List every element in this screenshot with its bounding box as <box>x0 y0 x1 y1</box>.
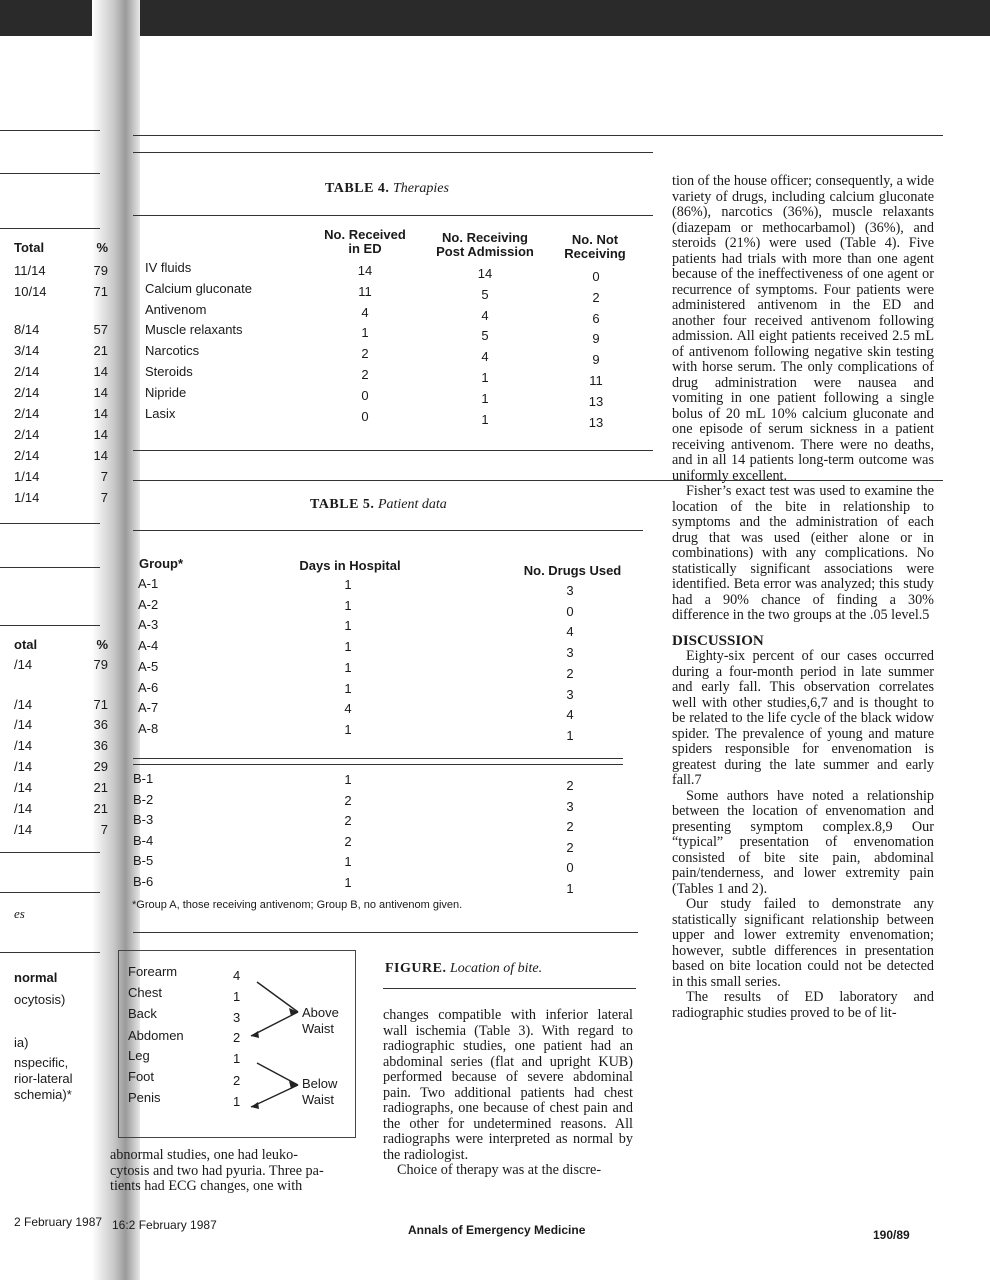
table4-header-not: No. Not Receiving <box>564 232 626 261</box>
figure-site-name: Abdomen <box>128 1028 184 1043</box>
table4-therapy-name: Antivenom <box>145 301 207 317</box>
left-table1-cell: 11/14 <box>14 263 46 278</box>
table4-cell-not: 2 <box>592 289 600 305</box>
table4-header-rule <box>133 215 653 216</box>
table4-therapy-name: Narcotics <box>145 343 200 359</box>
figure-site-name: Foot <box>128 1069 155 1084</box>
left-table1-cell: 2/14 <box>14 385 40 400</box>
table4-cell-ed: 4 <box>361 304 369 320</box>
left-rule-6 <box>0 625 100 626</box>
figure-site-count: 1 <box>233 1094 241 1109</box>
table5-group-id: B-6 <box>133 874 154 889</box>
left-table1-cell: 2/14 <box>14 364 40 379</box>
left-table2-cell: /14 <box>14 697 33 712</box>
right-column <box>672 174 934 1021</box>
figure-site-count: 2 <box>233 1030 241 1045</box>
table5-cell-days: 4 <box>344 701 352 717</box>
figure-site-count: 3 <box>233 1010 241 1025</box>
left-rule-9 <box>0 952 100 953</box>
figure-site-count: 4 <box>233 968 241 983</box>
left-table1-cell: 14 <box>93 427 108 442</box>
left-table1-cell: 7 <box>100 469 108 484</box>
table4-cell-ed: 14 <box>357 263 373 278</box>
table5-cell-drugs: 0 <box>566 603 574 619</box>
table4-cell-post: 5 <box>481 286 489 302</box>
left-rule-5 <box>0 567 100 568</box>
left-table2-cell: 36 <box>93 738 108 753</box>
left-table1-cell: 8/14 <box>14 322 40 337</box>
table5-cell-days: 1 <box>344 577 352 592</box>
table5-group-id: A-2 <box>138 596 159 612</box>
left-table1-cell: 14 <box>93 448 108 463</box>
table4-header-post: No. Receiving Post Admission <box>436 230 534 259</box>
table5-cell-days: 1 <box>344 772 352 787</box>
table5-caption <box>310 497 447 513</box>
table5-title: Patient data <box>377 497 447 512</box>
table5-group-id: B-2 <box>133 791 154 807</box>
left-fragment-line: ia) <box>14 1035 29 1050</box>
right-paragraph-3: Eighty-six percent of our cases occurred during a four-month period in late summer and early fall. This observation correlates well with other studies,6,7 and is thought to be related to the life cycle of the black widow spider. The prevalence of young and mature spiders responsible for envenomation is greatest during the late summer and early fall.7 <box>672 648 934 788</box>
figure-site-count: 1 <box>233 1051 241 1066</box>
above-waist-label: Above Waist <box>302 1005 339 1036</box>
left-table1-cell: 57 <box>93 322 108 337</box>
table5-label: TABLE 5. <box>310 497 375 512</box>
figure-site-name: Chest <box>128 985 162 1000</box>
table5-cell-days: 1 <box>344 721 352 737</box>
figure-site-name: Back <box>128 1006 157 1021</box>
table4-cell-not: 11 <box>589 373 603 388</box>
table5-group-id: A-3 <box>138 617 159 633</box>
table4-therapy-name: Steroids <box>145 364 193 379</box>
left-table2-cell: 29 <box>93 759 108 774</box>
table4-caption <box>325 181 449 197</box>
left-table2-cell: /14 <box>14 657 33 672</box>
left-fragment-line: schemia)* <box>14 1087 72 1102</box>
footer-page-number: 190/89 <box>873 1228 910 1242</box>
table4-therapy-name: Calcium gluconate <box>145 280 252 296</box>
left-rule-3 <box>0 228 100 229</box>
table5-group-id: B-5 <box>133 853 154 869</box>
table5-cell-drugs: 1 <box>566 881 574 896</box>
scan-top-band <box>0 0 990 36</box>
footer-journal: Annals of Emergency Medicine <box>408 1223 586 1237</box>
table5-cell-days: 2 <box>344 792 352 808</box>
middle-paragraph: changes compatible with inferior lateral wall ischemia (Table 3). With regard to radiographic studies, one patient had an abdominal series (flat and upright KUB) performed because of severe abdominal pain. Two additional patients had chest radiographs, one because of chest pain and the other for undetermined reasons. All radiographs were interpreted as normal by the radiologist. Choice of therapy was at the discre- <box>383 1007 633 1178</box>
table5-bottom-rule <box>133 932 638 933</box>
left-table2-cell: /14 <box>14 759 33 774</box>
table4-cell-ed: 11 <box>358 283 372 299</box>
table4-therapy-name: Muscle relaxants <box>145 322 243 338</box>
table4-cell-post: 1 <box>481 411 489 427</box>
footer-left: 16:2 February 1987 <box>112 1218 217 1232</box>
right-paragraph-1: tion of the house officer; consequently, a wide variety of drugs, including calcium gluconate (86%), narcotics (36%), muscle relaxants (diazepam or methocarbamol) (36%), and steroids (21%) were used (Table 4). Five patients had trials with more than one agent because of the ineffectiveness of one agent or recurrence of symptoms. Four patients were administered antivenom in the ED and another four received antivenom following admission. All eight patients received 2.5 mL of antivenom following negative skin testing with horse serum. The only complications of drug administration were nausea and vomiting in one patient following a single bolus of 20 mL 10% calcium gluconate and one episode of serum sickness in a patient receiving antivenom. There were no deaths, and in all 14 patients long-term outcome was uniformly excellent. <box>672 173 934 484</box>
table5-header-days: Days in Hospital <box>299 558 401 573</box>
table5-cell-drugs: 1 <box>566 727 574 743</box>
table4-label: TABLE 4. <box>325 181 390 196</box>
left-table2-cell: /14 <box>14 822 33 837</box>
table5-group-id: A-7 <box>138 700 159 716</box>
figure-arrows <box>240 960 300 1110</box>
table5-group-id: A-4 <box>138 638 159 654</box>
left-rule-1 <box>0 130 100 131</box>
table5-cell-drugs: 3 <box>566 583 574 598</box>
table4-cell-ed: 0 <box>361 387 369 403</box>
table5-group-id: A-1 <box>138 576 159 591</box>
discussion-heading: DISCUSSION <box>672 632 764 649</box>
table4-cell-post: 14 <box>477 266 493 281</box>
left-table1-cell: 3/14 <box>14 343 40 358</box>
table5-cell-drugs: 2 <box>566 819 574 835</box>
table5-group-id: B-4 <box>133 832 154 848</box>
left-table1-cell: 2/14 <box>14 448 40 463</box>
table4-cell-not: 0 <box>592 269 600 284</box>
table4-cell-ed: 0 <box>361 408 369 424</box>
left-table1-cell: 71 <box>93 284 108 299</box>
below-waist-label: Below Waist <box>302 1076 338 1107</box>
table5-header-rule <box>133 530 643 531</box>
table5-header-drugs: No. Drugs Used <box>523 563 622 578</box>
table5-cell-drugs: 0 <box>566 860 574 876</box>
figure-site-name: Leg <box>128 1048 150 1063</box>
table5-cell-days: 1 <box>344 639 352 655</box>
left-table1-cell: 7 <box>100 490 108 505</box>
table5-cell-drugs: 2 <box>566 839 574 855</box>
left-table1-cell: 14 <box>93 406 108 421</box>
left-table2-cell: /14 <box>14 738 33 753</box>
right-paragraph-2: Fisher’s exact test was used to examine the location of the bite in relationship to symptoms and the administration of each drug that was used (either alone or in combinations) with any complications. No statistically significant associations were identified. Beta error was analyzed; this study had a 90% chance of finding a 30% difference in the two groups at the .05 level.5 <box>672 483 934 623</box>
table5-group-id: A-6 <box>138 679 159 695</box>
table5-cell-days: 2 <box>344 833 352 849</box>
left-table2-cell: 79 <box>93 657 108 672</box>
table4-therapy-name: Nipride <box>145 384 187 400</box>
table5-cell-drugs: 3 <box>566 798 574 814</box>
left-table2-cell: /14 <box>14 717 33 732</box>
figure-site-name: Forearm <box>128 964 178 979</box>
table4-cell-post: 4 <box>481 349 489 365</box>
figure-title: Location of bite. <box>449 961 543 976</box>
table5-cell-drugs: 2 <box>566 665 574 681</box>
table4-cell-ed: 2 <box>361 346 369 362</box>
left-table1-col-total: Total <box>14 240 45 255</box>
table5-cell-days: 1 <box>344 680 352 696</box>
left-fragment-line: nspecific, <box>14 1055 69 1070</box>
table4-bottom-rule <box>133 450 653 451</box>
table5-footnote: *Group A, those receiving antivenom; Group B, no antivenom given. <box>132 899 463 911</box>
left-table1-cell: 14 <box>93 385 108 400</box>
table5-mid-rule-1 <box>133 758 623 759</box>
left-table1-col-pct: % <box>96 240 108 255</box>
table4-cell-post: 4 <box>481 307 489 323</box>
figure-label: FIGURE. <box>385 961 447 976</box>
top-rule <box>133 135 943 136</box>
table5-header-group: Group* <box>139 556 184 571</box>
left-table1-cell: 21 <box>93 343 108 358</box>
left-table1-cell: 2/14 <box>14 406 40 421</box>
table4-cell-ed: 2 <box>361 367 369 382</box>
table4-cell-not: 13 <box>588 414 604 430</box>
table5-cell-drugs: 4 <box>566 707 574 723</box>
left-table1-cell: 14 <box>93 364 108 379</box>
figure-caption <box>385 961 542 977</box>
left-table1-cell: 2/14 <box>14 427 40 442</box>
right-paragraph-4: Some authors have noted a relationship between the location of envenomation and presenting symptom complex.8,9 Our “typical” presentation of envenomation consisted of bite site pain, abdominal pain/tenderness, and lower extremity pain (Tables 1 and 2). <box>672 787 934 897</box>
left-table2-col-pct: % <box>96 637 108 652</box>
table4-top-rule <box>133 152 653 153</box>
right-paragraph-5: Our study failed to demonstrate any statistically significant relationship between upper and lower extremity envenomation; however, subtle differences in presentation based on bite location could not be detected in this small series. <box>672 896 934 990</box>
table5-cell-days: 2 <box>344 813 352 829</box>
table4-header-ed: No. Received in ED <box>324 227 406 256</box>
table4-therapy-name: Lasix <box>145 405 176 421</box>
table5-cell-days: 1 <box>344 618 352 634</box>
left-table1-cell: 79 <box>93 263 108 278</box>
left-fragment-line: ocytosis) <box>14 992 66 1007</box>
left-rule-2 <box>0 173 100 174</box>
table4-cell-not: 9 <box>592 352 600 368</box>
table4-cell-not: 6 <box>592 310 600 326</box>
right-paragraph-6: The results of ED laboratory and radiographic studies proved to be of lit- <box>672 989 934 1021</box>
table5-cell-days: 1 <box>344 854 352 870</box>
left-rule-7 <box>0 852 100 853</box>
table5-cell-days: 1 <box>344 597 352 613</box>
table4-cell-not: 9 <box>592 331 600 347</box>
left-table2-cell: 71 <box>93 697 108 712</box>
left-fragment-line: rior-lateral <box>14 1071 73 1086</box>
table5-cell-drugs: 3 <box>566 686 574 702</box>
table5-group-id: A-5 <box>138 658 159 674</box>
left-table2-cell: 7 <box>100 822 108 837</box>
bottom-left-paragraph: abnormal studies, one had leuko- cytosis and two had pyuria. Three pa- tients had ECG changes, one with <box>110 1147 324 1194</box>
figure-site-count: 2 <box>233 1073 241 1088</box>
left-table2-cell: 36 <box>93 717 108 732</box>
left-table2-cell: /14 <box>14 780 33 795</box>
table5-mid-rule-2 <box>133 764 623 765</box>
table4-cell-post: 1 <box>481 390 489 406</box>
figure-site-count: 1 <box>233 989 241 1004</box>
table5-cell-days: 1 <box>344 875 352 890</box>
table4-cell-post: 5 <box>481 328 489 344</box>
table5-group-id: B-1 <box>133 771 154 786</box>
table5-group-id: B-3 <box>133 812 154 828</box>
table5-cell-drugs: 4 <box>566 624 574 640</box>
left-table2-cell: 21 <box>93 801 108 816</box>
left-table1-cell: 1/14 <box>14 469 40 484</box>
left-fragment-line: normal <box>14 970 58 985</box>
figure-caption-rule <box>383 988 636 989</box>
table5-cell-days: 1 <box>344 659 352 675</box>
left-table1-cell: 1/14 <box>14 490 40 505</box>
table4-title: Therapies <box>392 181 449 196</box>
left-table1-cell: 10/14 <box>14 284 47 299</box>
figure-site-name: Penis <box>128 1090 161 1105</box>
table4-cell-not: 13 <box>588 393 604 409</box>
left-table2-cell: 21 <box>93 780 108 795</box>
left-fragment-es: es <box>14 906 25 921</box>
table5-cell-drugs: 3 <box>566 645 574 661</box>
left-rule-8 <box>0 892 100 893</box>
table5-cell-drugs: 2 <box>566 778 574 793</box>
left-table2-cell: /14 <box>14 801 33 816</box>
left-table2-col-total: otal <box>14 637 38 652</box>
table4-therapy-name: IV fluids <box>145 260 192 275</box>
table5-group-id: A-8 <box>138 720 159 736</box>
left-page-footer: 2 February 1987 <box>14 1215 103 1229</box>
left-rule-4 <box>0 523 100 524</box>
table4-cell-ed: 1 <box>361 325 369 341</box>
table4-cell-post: 1 <box>481 370 489 385</box>
